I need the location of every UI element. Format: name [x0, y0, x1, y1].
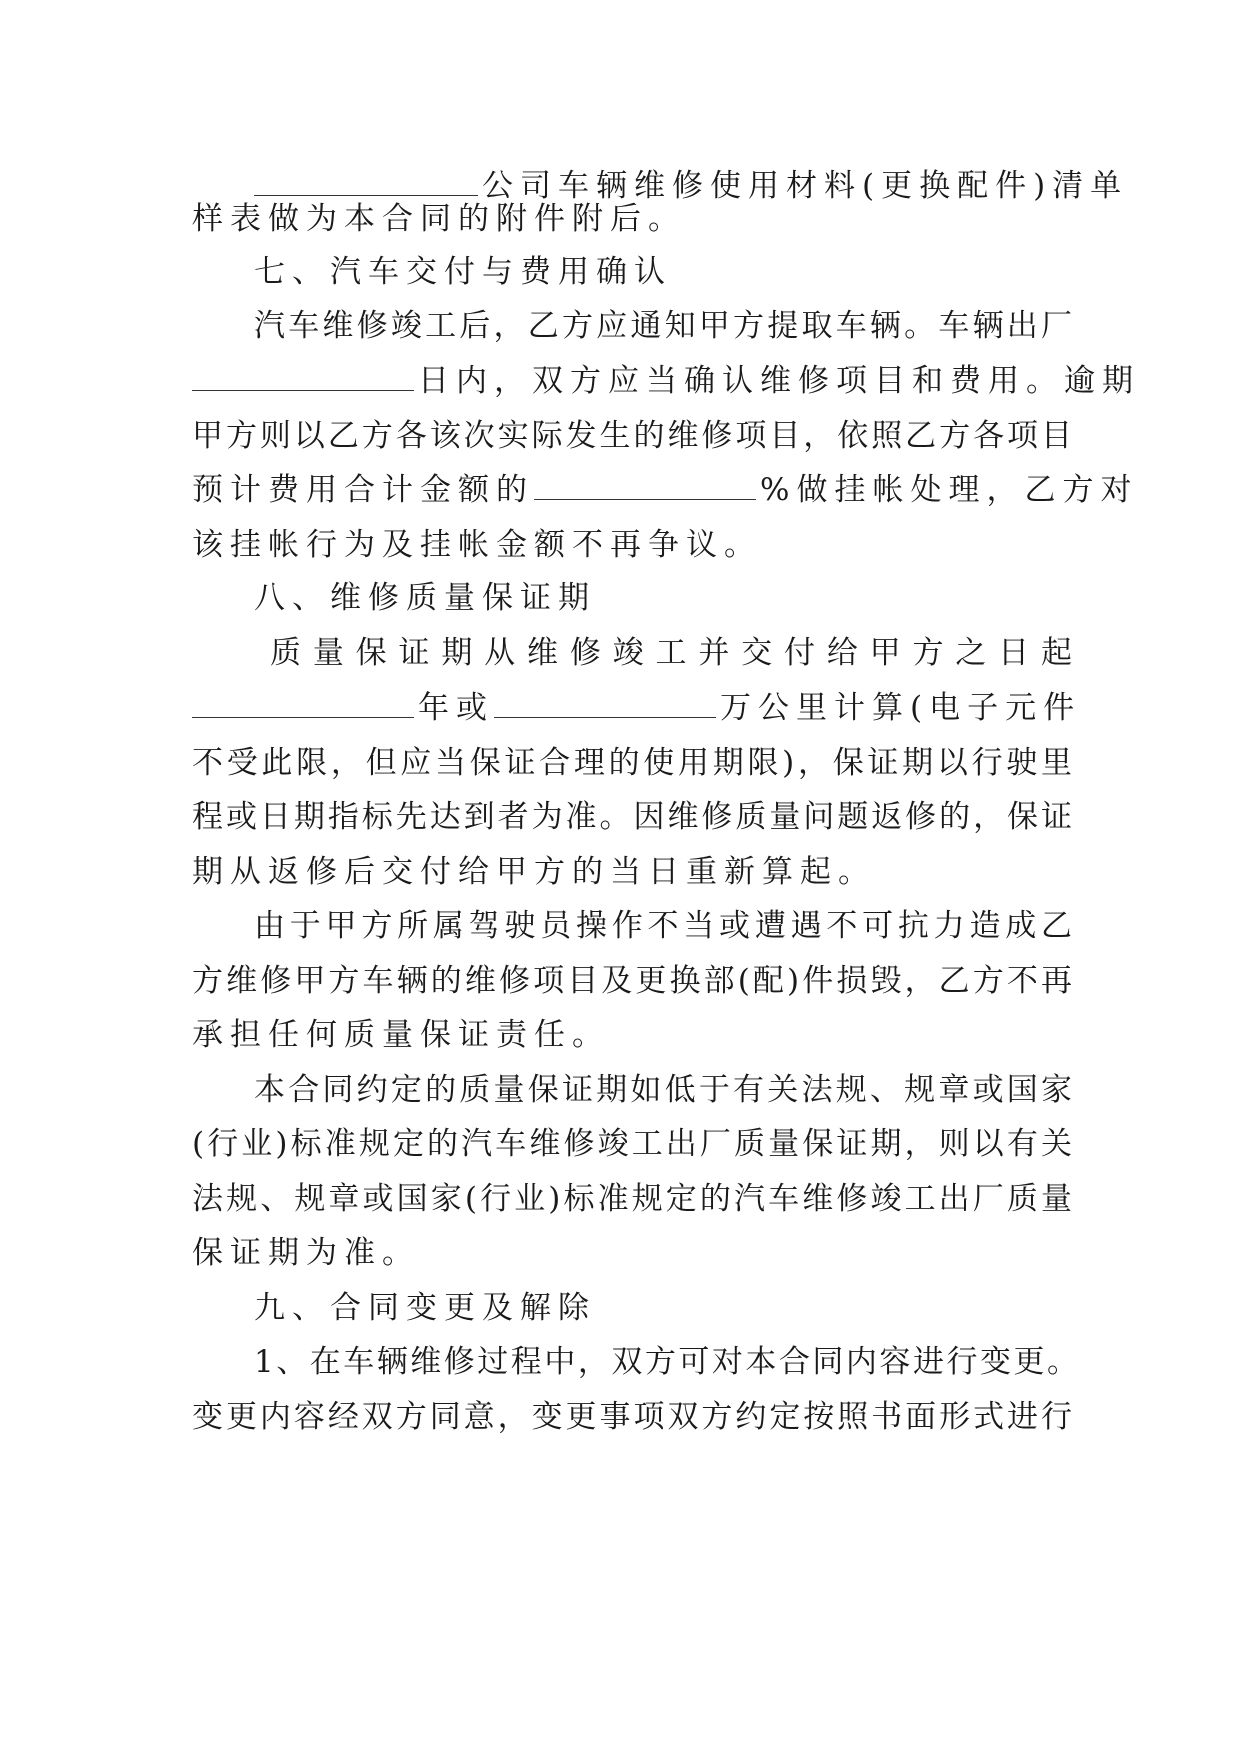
line-02: 样表做为本合同的附件附后。 — [192, 201, 686, 237]
line-15: 由于甲方所属驾驶员操作不当或遭遇不可抗力造成乙 — [254, 908, 1072, 944]
line-05: 日内，双方应当确认维修项目和费用。逾期 — [192, 351, 1072, 411]
line-01: 公司车辆维修使用材料(更换配件)清单 — [254, 156, 1072, 216]
line-06: 甲方则以乙方各该次实际发生的维修项目，依照乙方各项目 — [192, 418, 1072, 454]
line-20: 法规、规章或国家(行业)标准规定的汽车维修竣工出厂质量 — [192, 1181, 1072, 1217]
section-heading-9: 九、合同变更及解除 — [254, 1290, 596, 1326]
line-23: 1、在车辆维修过程中，双方可对本合同内容进行变更。 — [254, 1344, 1078, 1380]
line-16: 方维修甲方车辆的维修项目及更换部(配)件损毁，乙方不再 — [192, 963, 1072, 999]
line-19: (行业)标准规定的汽车维修竣工出厂质量保证期，则以有关 — [192, 1126, 1072, 1162]
fill-blank-km[interactable] — [494, 686, 716, 718]
line-18: 本合同约定的质量保证期如低于有关法规、规章或国家 — [254, 1072, 1072, 1108]
line-13: 程或日期指标先达到者为准。因维修质量问题返修的，保证 — [192, 799, 1072, 835]
line-24: 变更内容经双方同意，变更事项双方约定按照书面形式进行 — [192, 1399, 1072, 1435]
line-21: 保证期为准。 — [192, 1235, 420, 1271]
fill-blank-percent[interactable] — [534, 468, 756, 500]
line-11: 年或 万公里计算(电子元件 — [192, 678, 1072, 738]
section-heading-8: 八、维修质量保证期 — [254, 580, 596, 616]
line-14: 期从返修后交付给甲方的当日重新算起。 — [192, 854, 876, 890]
fill-blank-days[interactable] — [192, 359, 414, 391]
line-04: 汽车维修竣工后，乙方应通知甲方提取车辆。车辆出厂 — [254, 308, 1072, 344]
line-10: 质量保证期从维修竣工并交付给甲方之日起 — [270, 635, 1072, 671]
fill-blank-years[interactable] — [192, 686, 414, 718]
line-12: 不受此限，但应当保证合理的使用期限)，保证期以行驶里 — [192, 745, 1072, 781]
section-heading-7: 七、汽车交付与费用确认 — [254, 254, 672, 290]
line-07: 预计费用合计金额的 %做挂帐处理，乙方对 — [192, 460, 1072, 520]
line-08: 该挂帐行为及挂帐金额不再争议。 — [192, 527, 762, 563]
line-17: 承担任何质量保证责任。 — [192, 1017, 610, 1053]
